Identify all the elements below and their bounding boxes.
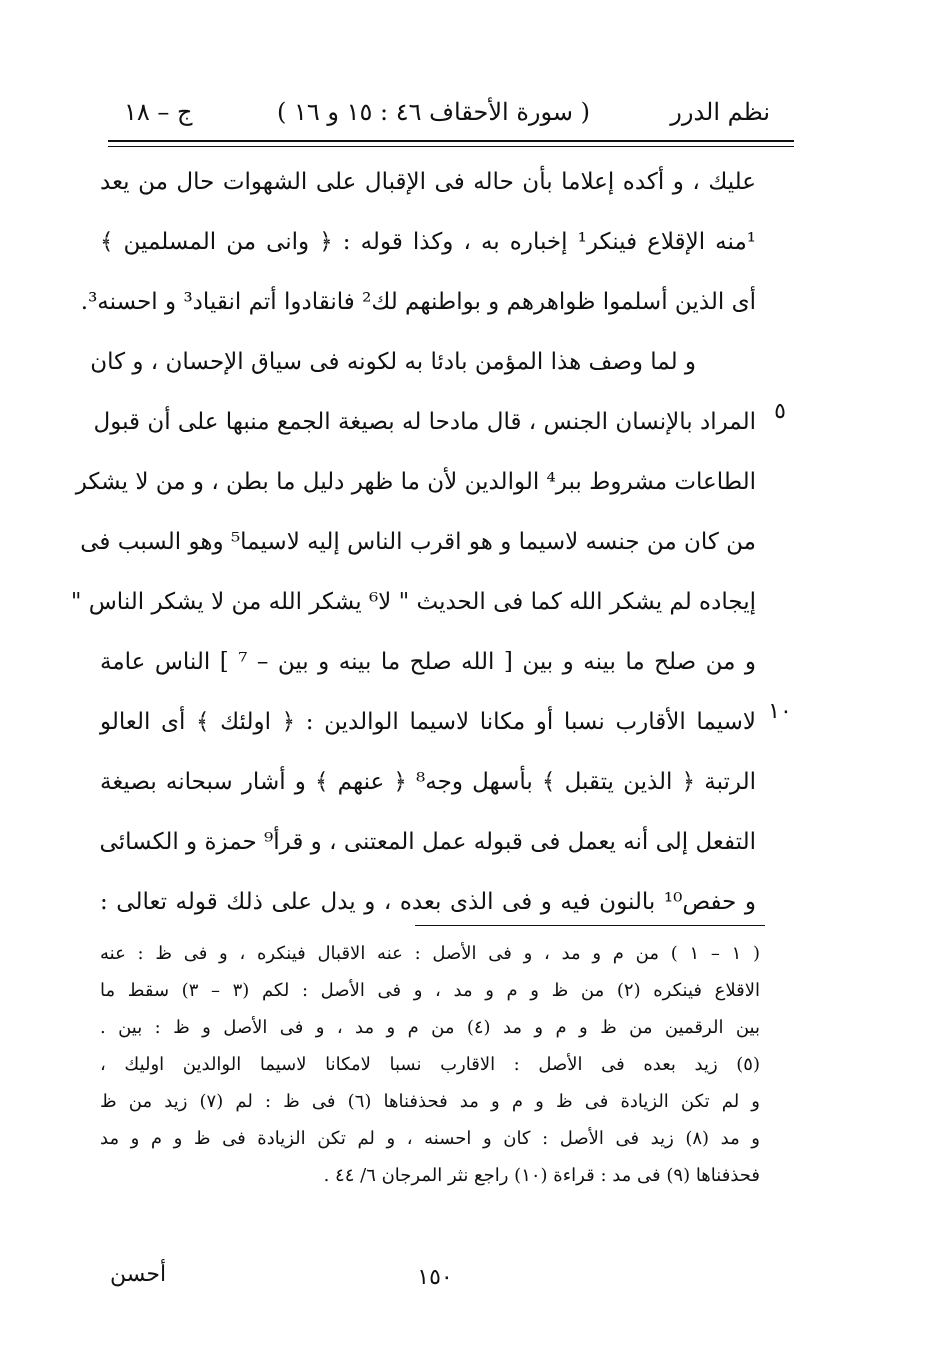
page-number: ١٥٠ [417,1265,453,1290]
text-line: و حفص¹⁰ بالنون فيه و فى الذى بعده ، و يدل على ذلك قوله تعالى : [100,889,756,915]
footnote-line: و لم تكن الزيادة فى ظ و م و مد فحذفناها (٦) فى ظ : لم (٧) زيد من ظ [100,1091,760,1112]
part-number: ج – ١٨ [124,98,193,126]
text-line: من كان من جنسه لاسيما و هو اقرب الناس إليه لاسيما⁵ وهو السبب فى [80,529,756,555]
margin-line-number-5: ٥ [774,399,786,424]
header-rule-thick [108,140,794,142]
footnote-line: و مد (٨) زيد فى الأصل : كان و احسنه ، و لم تكن الزيادة فى ظ و م و مد [100,1128,760,1149]
main-text [70,152,756,932]
text-line: المراد بالإنسان الجنس ، قال مادحا له بصيغة الجمع منبها على أن قبول [93,409,756,435]
footnote-line: بين الرقمين من ظ و م و مد (٤) من م و مد ، و فى الأصل و ظ : بين . [100,1017,760,1038]
header-rule-thin [108,146,794,147]
text-line: عليك ، و أكده إعلاما بأن حاله فى الإقبال على الشهوات حال من يعد [100,169,756,195]
text-line: الطاعات مشروط ببر⁴ الوالدين لأن ما ظهر دليل ما بطن ، و من لا يشكر [75,469,756,495]
footnote-line: (٥) زيد بعده فى الأصل : الاقارب نسبا لامكانا لاسيما الوالدين اوليك ، [100,1054,760,1075]
margin-line-number-10: ١٠ [768,699,792,724]
text-line: و من صلح ما بينه و بين [ الله صلح ما بينه و بين – ⁷ ] الناس عامة [100,649,756,675]
footnote-line: الاقلاع فينكره (٢) من ظ و م و مد ، و فى الأصل : لكم (٣ – ٣) سقط ما [100,980,760,1001]
text-line: أى الذين أسلموا ظواهرهم و بواطنهم لك² فانقادوا أتم انقياد³ و احسنه³. [80,289,756,315]
running-header [110,92,770,132]
footnote-line: ( ١ – ١ ) من م و مد ، و فى الأصل : عنه الاقبال فينكره ، و فى ظ : عنه [100,943,760,964]
text-line: الرتبة ﴿ الذين يتقبل ﴾ بأسهل وجه⁸ ﴿ عنهم ﴾ و أشار سبحانه بصيغة [100,769,756,795]
footnote-line: فحذفناها (٩) فى مد : قراءة (١٠) راجع نثر المرجان ٦/ ٤٤ . [323,1165,760,1186]
footnote-separator [415,925,765,926]
text-line: ¹منه الإقلاع فينكر¹ إخباره به ، وكذا قوله : ﴿ وانى من المسلمين ﴾ [100,229,756,255]
footnotes [100,935,760,1194]
book-title: نظم الدرر [670,98,770,126]
text-line: لاسيما الأقارب نسبا أو مكانا لاسيما الوالدين : ﴿ اولئك ﴾ أى العالو [100,709,756,735]
catchword: أحسن [110,1262,167,1287]
text-line: التفعل إلى أنه يعمل فى قبوله عمل المعتنى ، و قرأ⁹ حمزة و الكسائى [99,829,756,855]
text-line: إيجاده لم يشكر الله كما فى الحديث " لا⁶ يشكر الله من لا يشكر الناس " [70,589,756,615]
text-line: و لما وصف هذا المؤمن بادئا به لكونه فى سياق الإحسان ، و كان [90,349,696,375]
surah-reference: ( سورة الأحقاف ٤٦ : ١٥ و ١٦ ) [277,98,590,126]
